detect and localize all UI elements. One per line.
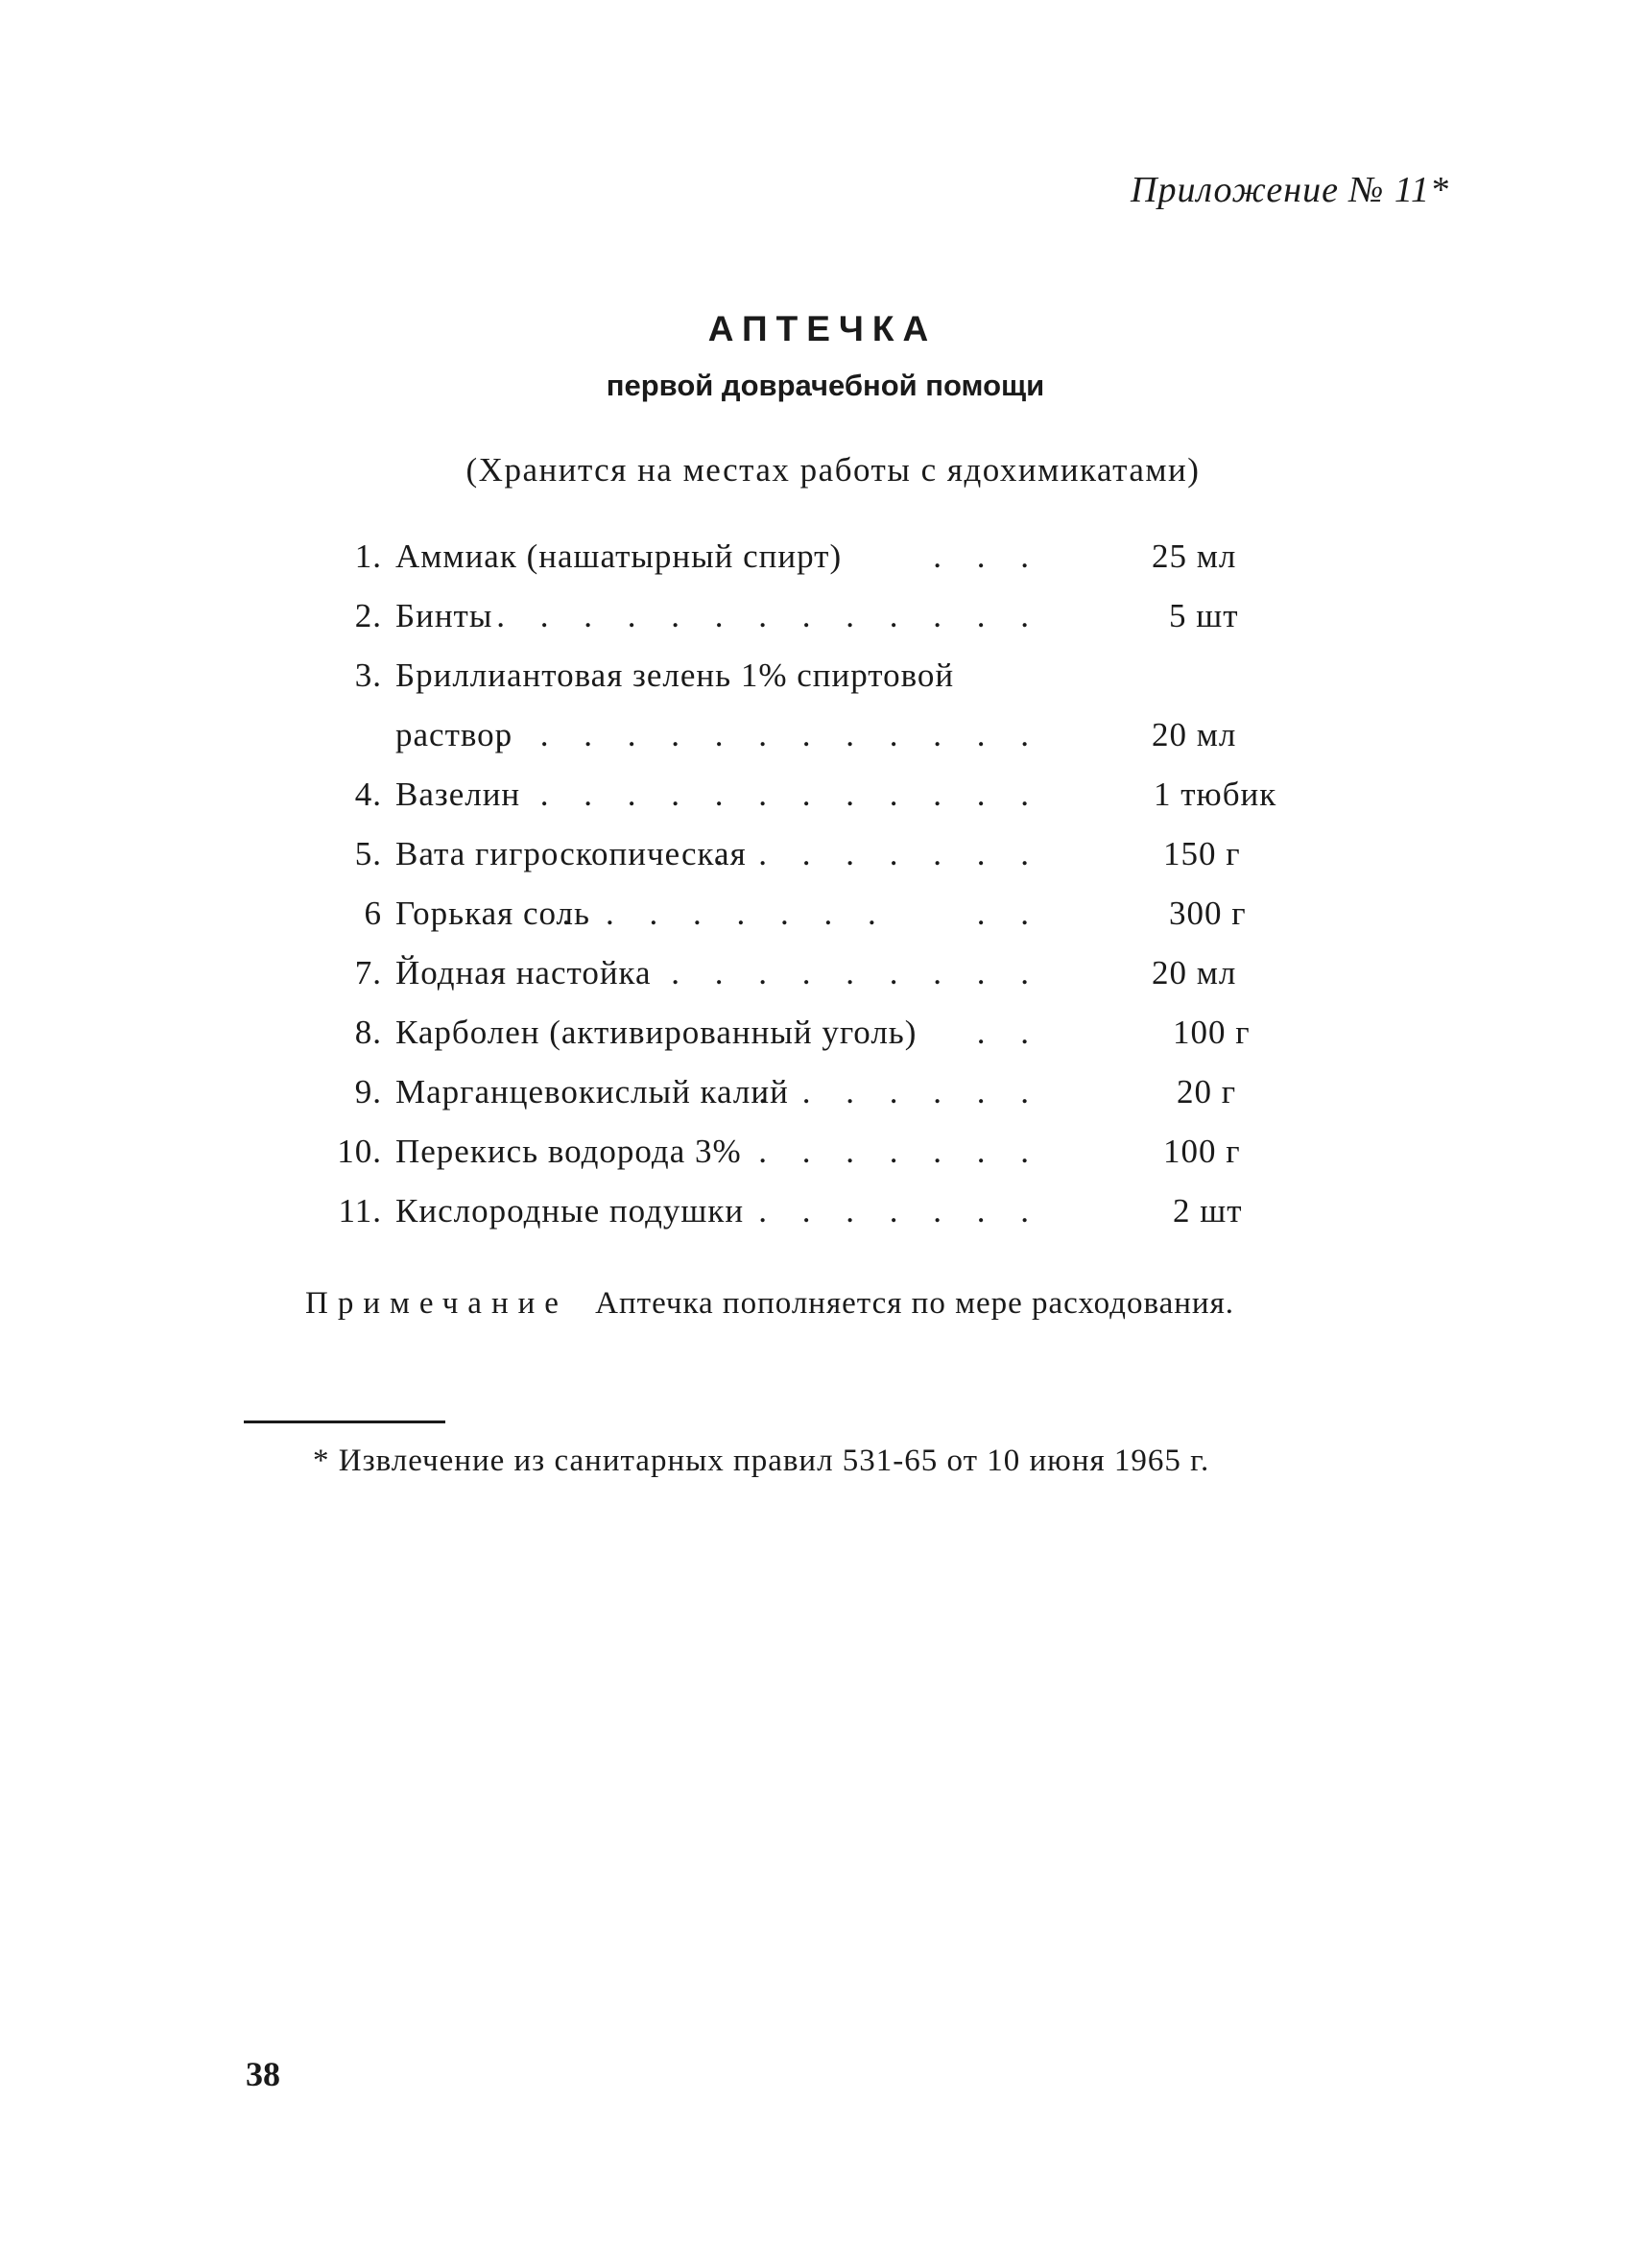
item-name: Марганцевокислый калий bbox=[395, 1073, 789, 1110]
list-item bbox=[0, 657, 1645, 704]
list-item bbox=[0, 954, 1645, 1002]
item-leader-dots: . . bbox=[976, 1014, 1042, 1051]
item-number: 5. bbox=[354, 835, 382, 872]
footnote: * Извлечение из санитарных правил 531-65 от 10 июня 1965 г. bbox=[313, 1444, 1210, 1478]
item-leader-dots: . . . . . . . . . . . . . bbox=[496, 716, 1042, 753]
item-name: Йодная настойка bbox=[395, 954, 652, 991]
item-leader-dots: . . . . . . . . . . bbox=[561, 895, 1042, 932]
item-number: 3. bbox=[354, 657, 382, 694]
item-number: 7. bbox=[354, 954, 382, 991]
item-number: 10. bbox=[337, 1133, 382, 1170]
footnote-divider bbox=[244, 1420, 445, 1423]
list-item bbox=[0, 537, 1645, 585]
item-number: 9. bbox=[354, 1073, 382, 1110]
item-name: Карболен (активированный уголь) bbox=[395, 1014, 918, 1051]
item-quantity: 25 мл bbox=[1152, 537, 1237, 575]
note bbox=[305, 1286, 1234, 1322]
item-leader-dots: . . . . . . . . . . . . . bbox=[496, 597, 1042, 634]
item-name: Вазелин bbox=[395, 776, 521, 813]
item-quantity: 20 г bbox=[1177, 1073, 1237, 1110]
item-number: 11. bbox=[338, 1192, 382, 1229]
item-name: Аммиак (нашатырный спирт) bbox=[395, 537, 843, 575]
note-text: Аптечка пополняется по мере расходования. bbox=[595, 1286, 1234, 1321]
item-leader-dots: . . . . . . . . . bbox=[671, 954, 1042, 991]
item-number: 1. bbox=[354, 537, 382, 575]
item-quantity: 150 г bbox=[1163, 835, 1241, 872]
item-number: 2. bbox=[354, 597, 382, 634]
page-number: 38 bbox=[246, 2055, 280, 2093]
item-quantity: 2 шт bbox=[1173, 1192, 1243, 1229]
document-title: АПТЕЧКА bbox=[707, 309, 938, 348]
appendix-label: Приложение № 11* bbox=[1131, 170, 1449, 210]
item-quantity: 1 тюбик bbox=[1154, 776, 1277, 813]
item-leader-dots: . . . . . . . . . . . . bbox=[539, 776, 1042, 813]
list-item bbox=[0, 597, 1645, 645]
note-label: Примечание bbox=[305, 1286, 568, 1321]
item-leader-dots: . . . . . . . bbox=[758, 1192, 1042, 1229]
document-subtitle: первой доврачебной помощи bbox=[606, 369, 1045, 402]
item-name: Бриллиантовая зелень 1% спиртовой bbox=[395, 657, 955, 694]
list-item bbox=[0, 1014, 1645, 1062]
item-leader-dots: . . . . . . . bbox=[758, 1133, 1042, 1170]
list-item bbox=[0, 1073, 1645, 1121]
list-item bbox=[0, 835, 1645, 883]
item-leader-dots: . . . . . . . bbox=[758, 1073, 1042, 1110]
list-item bbox=[0, 716, 1645, 764]
item-quantity: 20 мл bbox=[1152, 954, 1237, 991]
item-name: Кислородные подушки bbox=[395, 1192, 745, 1229]
item-number: 8. bbox=[354, 1014, 382, 1051]
item-name: Перекись водорода 3% bbox=[395, 1133, 742, 1170]
list-item bbox=[0, 1192, 1645, 1240]
item-name: Вата гигроскопическая bbox=[395, 835, 747, 872]
item-quantity: 300 г bbox=[1169, 895, 1247, 932]
item-quantity: 5 шт bbox=[1169, 597, 1239, 634]
item-quantity: 100 г bbox=[1173, 1014, 1251, 1051]
item-name: Бинты bbox=[395, 597, 493, 634]
list-item bbox=[0, 895, 1645, 943]
item-number: 4. bbox=[354, 776, 382, 813]
item-quantity: 100 г bbox=[1163, 1133, 1241, 1170]
storage-note: (Хранится на местах работы с ядохимикатами) bbox=[465, 451, 1201, 489]
list-item bbox=[0, 776, 1645, 824]
item-leader-dots: . . . bbox=[933, 537, 1042, 575]
list-item bbox=[0, 1133, 1645, 1181]
item-leader-dots: . . . . . . . . bbox=[714, 835, 1042, 872]
item-name: Горькая соль bbox=[395, 895, 590, 932]
item-quantity: 20 мл bbox=[1152, 716, 1237, 753]
item-name: раствор bbox=[395, 716, 513, 753]
item-number: 6 bbox=[364, 895, 382, 932]
